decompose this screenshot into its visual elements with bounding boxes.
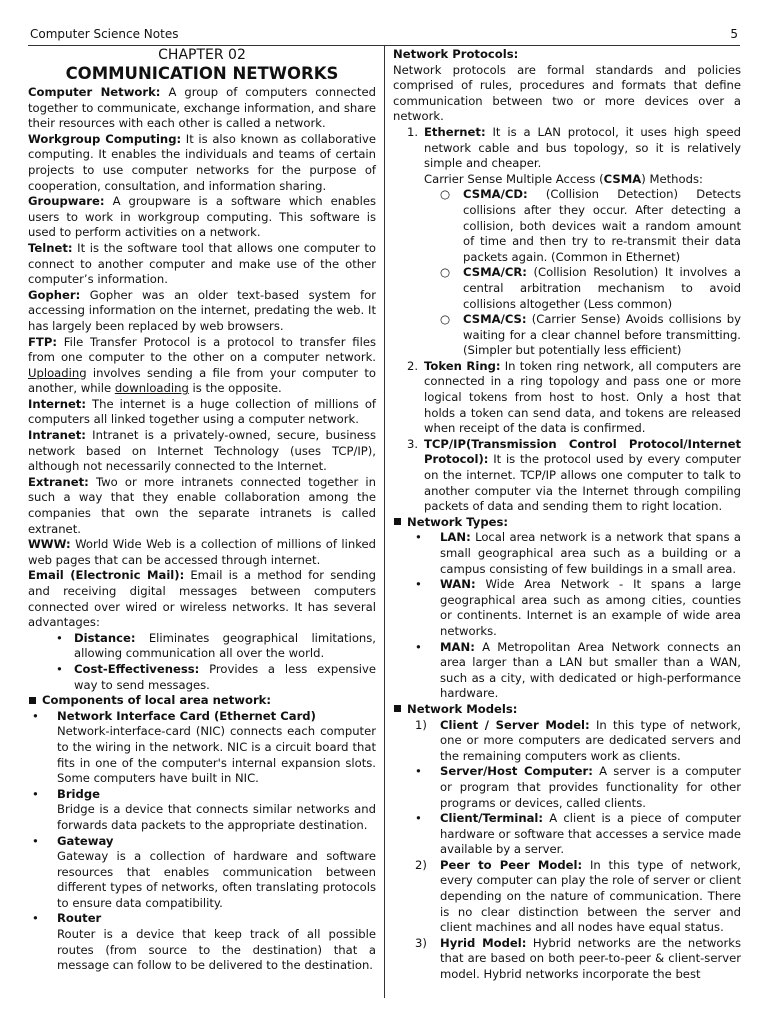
bullet: • bbox=[32, 786, 39, 801]
term: FTP: bbox=[28, 334, 57, 349]
header-title: Computer Science Notes bbox=[30, 27, 179, 41]
term: Peer to Peer Model: bbox=[440, 857, 583, 872]
term: CSMA/CR: bbox=[463, 265, 527, 280]
csma-cr bbox=[440, 265, 741, 312]
def-groupware bbox=[28, 194, 376, 241]
csma-cs bbox=[440, 312, 741, 359]
model-hybrid bbox=[415, 936, 741, 983]
component-bridge bbox=[28, 787, 376, 834]
circle-bullet-icon: ○ bbox=[440, 187, 451, 202]
def-www bbox=[28, 537, 376, 568]
definition: Wide Area Network - It spans a large geographical area such as among cities, counties or continents. Internet is an example of wide area networks. bbox=[440, 577, 741, 638]
definition: Hybrid networks are the networks that are based on both peer-to-peer & client-server model. Hybrid networks incorporate the best bbox=[440, 935, 742, 982]
term: TCP/IP(Transmission Control Protocol/Internet Protocol): bbox=[424, 436, 741, 467]
term: Client / Server Model: bbox=[440, 717, 590, 732]
page-number: 5 bbox=[730, 27, 738, 41]
definition: A group of computers connected together to communicate, exchange information, and share their resources with each other is called a network. bbox=[28, 85, 376, 131]
bullet: • bbox=[32, 708, 39, 723]
type-wan bbox=[415, 577, 741, 639]
definition: Local area network is a network that spans a small geographical area such as a building or a campus consisting of few buildings in a small area. bbox=[440, 530, 741, 576]
bullet: • bbox=[415, 530, 422, 545]
email-advantage-distance bbox=[56, 631, 376, 662]
definition: A Metropolitan Area Network connects an area larger than a LAN but smaller than a WAN, such as a city, with dedicated or high-performance hardware. bbox=[440, 639, 741, 701]
section-heading-types: Network Types: bbox=[393, 515, 741, 531]
definition: It is the software tool that allows one computer to connect to another computer and make use of the other computer’s information. bbox=[28, 240, 376, 287]
term: WWW: bbox=[28, 537, 71, 552]
bullet: • bbox=[415, 811, 422, 826]
definition: It is the protocol used by every computer on the internet. TCP/IP allows one computer to talk to another computer via the Internet through compiling packets of data and sending them to right location. bbox=[424, 452, 741, 514]
protocols-intro: Network protocols are formal standards and policies comprised of rules, procedures and formats that define communication between two or more devices over a network. bbox=[393, 62, 741, 124]
protocol-tcpip bbox=[407, 437, 741, 515]
definition: In this type of network, one or more computers are dedicated servers and the remaining computers work as clients. bbox=[440, 717, 741, 763]
def-email bbox=[28, 568, 376, 630]
term: Workgroup Computing: bbox=[28, 131, 182, 146]
definition: (Collision Detection) Detects collisions after they occur. After detecting a collision, both devices wait a random amount of time and then try to re-transmit their data packets again. (Common in Ethernet) bbox=[463, 187, 741, 264]
protocol-ethernet bbox=[407, 125, 741, 172]
term: CSMA/CS: bbox=[463, 312, 527, 327]
term: Intranet: bbox=[28, 428, 86, 443]
def-intranet bbox=[28, 428, 376, 475]
component-description: Router is a device that keep track of all possible routes (from source to the destination) that a message can follow to be delivered to the destination. bbox=[57, 927, 376, 973]
downloading-term: downloading bbox=[114, 381, 189, 396]
definition: A client is a piece of computer hardware or software that accesses a service made available by a server. bbox=[440, 811, 741, 857]
square-bullet-icon bbox=[394, 518, 401, 525]
definition: (Carrier Sense) Avoids collisions by waiting for a clear channel before transmitting. (Simpler but potentially less efficient) bbox=[463, 312, 741, 358]
list-number: 3) bbox=[415, 935, 427, 950]
page-header bbox=[28, 27, 740, 46]
component-name: Router bbox=[57, 911, 102, 926]
model-peer-to-peer bbox=[415, 858, 741, 936]
term: CSMA/CD: bbox=[463, 187, 528, 202]
section-heading-protocols: Network Protocols: bbox=[393, 47, 519, 61]
def-internet bbox=[28, 397, 376, 428]
model-server-host bbox=[415, 764, 741, 811]
list-number: 2) bbox=[415, 857, 427, 872]
definition-mid: involves sending a file from your computer to another, while bbox=[28, 365, 376, 396]
definition: It is a LAN protocol, it uses high speed network cable and bus topology, so it is relatively simple and cheaper. bbox=[424, 124, 741, 171]
def-extranet bbox=[28, 475, 376, 537]
list-number: 3. bbox=[407, 436, 419, 451]
email-advantage-cost bbox=[56, 662, 376, 693]
term: Gopher: bbox=[28, 287, 81, 302]
left-column bbox=[28, 47, 376, 974]
type-man bbox=[415, 640, 741, 702]
circle-bullet-icon: ○ bbox=[440, 265, 451, 280]
csma-cd bbox=[440, 187, 741, 265]
term: Internet: bbox=[28, 396, 86, 411]
term: LAN: bbox=[440, 530, 471, 545]
uploading-term: Uploading bbox=[28, 365, 87, 380]
bullet: • bbox=[415, 639, 422, 654]
chapter-title: COMMUNICATION NETWORKS bbox=[65, 64, 339, 83]
term: Email (Electronic Mail): bbox=[28, 568, 185, 583]
csma-line: Carrier Sense Multiple Access (CSMA) Methods: bbox=[424, 171, 703, 186]
term: Groupware: bbox=[28, 194, 105, 209]
definition: The internet is a huge collection of millions of computers all linked together using a computer network. bbox=[28, 396, 376, 427]
column-divider bbox=[384, 46, 385, 998]
definition: Gopher was an older text-based system for accessing information on the internet, predating the web. It has largely been replaced by web browsers. bbox=[28, 287, 376, 333]
definition: Eliminates geographical limitations, allowing communication all over the world. bbox=[74, 630, 376, 661]
right-column bbox=[393, 47, 741, 983]
term: Cost-Effectiveness: bbox=[74, 661, 200, 676]
term: Client/Terminal: bbox=[440, 811, 544, 826]
component-description: Bridge is a device that connects similar networks and forwards data packets to the appropriate destination. bbox=[57, 802, 376, 832]
bullet: • bbox=[415, 577, 422, 592]
model-client-terminal bbox=[415, 811, 741, 858]
term: Token Ring: bbox=[424, 358, 501, 373]
def-computer-network bbox=[28, 85, 376, 132]
csma-term: CSMA bbox=[603, 171, 642, 186]
component-name: Bridge bbox=[57, 786, 100, 801]
component-router bbox=[28, 911, 376, 973]
definition: (Collision Resolution) It involves a central arbitration mechanism to avoid collisions altogether (Less common) bbox=[463, 265, 741, 311]
term: Extranet: bbox=[28, 474, 89, 489]
definition: Two or more intranets connected together in such a way that they enable collaboration among the companies that own the separate intranets is called extranet. bbox=[28, 474, 376, 536]
term: WAN: bbox=[440, 577, 476, 592]
definition: It is also known as collaborative computing. It enables the individuals and teams of certain projects to use computer networks for the purpose of cooperation, consultation, and information sharing. bbox=[28, 131, 376, 193]
circle-bullet-icon: ○ bbox=[440, 312, 451, 327]
def-gopher bbox=[28, 288, 376, 335]
term: Server/Host Computer: bbox=[440, 764, 593, 779]
term: Hyrid Model: bbox=[440, 935, 527, 950]
definition: Email is a method for sending and receiving digital messages between computers connected over wired or wireless networks. It has several advantages: bbox=[28, 568, 376, 630]
component-name: Network Interface Card (Ethernet Card) bbox=[57, 708, 316, 723]
definition: Intranet is a privately-owned, secure, business network based on Internet Technology (uses TCP/IP), although not necessarily connected to the Internet. bbox=[28, 428, 376, 474]
type-lan bbox=[415, 530, 741, 577]
component-description: Gateway is a collection of hardware and software resources that enables communication between different types of networks, often translating protocols to ensure data compatibility. bbox=[57, 849, 376, 910]
definition-end: is the opposite. bbox=[188, 381, 282, 396]
bullet: • bbox=[415, 764, 422, 779]
def-workgroup-computing bbox=[28, 132, 376, 194]
list-number: 1. bbox=[407, 124, 419, 139]
bullet: • bbox=[56, 630, 63, 645]
square-bullet-icon bbox=[29, 697, 36, 704]
term: Computer Network: bbox=[28, 85, 161, 99]
term: MAN: bbox=[440, 639, 475, 654]
model-client-server bbox=[415, 718, 741, 765]
component-gateway bbox=[28, 834, 376, 912]
component-name: Gateway bbox=[57, 833, 114, 848]
term: Distance: bbox=[74, 630, 136, 645]
def-telnet bbox=[28, 241, 376, 288]
term: Telnet: bbox=[28, 240, 73, 255]
square-bullet-icon bbox=[394, 705, 401, 712]
definition: In this type of network, every computer can play the role of server or client depending on the nature of communication. There is no clear distinction between the server and client machines and all nodes have equal status. bbox=[440, 857, 741, 935]
component-nic bbox=[28, 709, 376, 787]
definition: World Wide Web is a collection of millions of linked web pages that can be accessed through internet. bbox=[28, 537, 376, 567]
definition: A server is a computer or program that provides functionality for other programs or devices, called clients. bbox=[440, 764, 741, 810]
component-description: Network-interface-card (NIC) connects each computer to the wiring in the network. NIC is a circuit board that fits in one of the computer's internal expansion slots. Some computers have built in NIC. bbox=[57, 724, 376, 786]
definition: File Transfer Protocol is a protocol to transfer files from one computer to the other on a computer network. bbox=[28, 334, 376, 365]
protocol-token-ring bbox=[407, 359, 741, 437]
bullet: • bbox=[32, 833, 39, 848]
section-heading-components: Components of local area network: bbox=[28, 693, 376, 709]
definition: Provides a less expensive way to send messages. bbox=[74, 661, 376, 692]
definition: A groupware is a software which enables users to work in workgroup computing. This software is used to perform activities on a network. bbox=[28, 194, 376, 240]
section-heading-models: Network Models: bbox=[393, 702, 741, 718]
chapter-label: CHAPTER 02 bbox=[158, 47, 246, 63]
bullet: • bbox=[32, 911, 39, 926]
term: Ethernet: bbox=[424, 124, 486, 139]
list-number: 1) bbox=[415, 717, 427, 732]
bullet: • bbox=[56, 661, 63, 676]
list-number: 2. bbox=[407, 358, 419, 373]
definition: In token ring network, all computers are connected in a ring topology and pass one or more logical tokens from host to host. Only a host that holds a token can send data, and tokens are released when receipt of the data is confirmed. bbox=[424, 358, 741, 436]
def-ftp bbox=[28, 335, 376, 397]
